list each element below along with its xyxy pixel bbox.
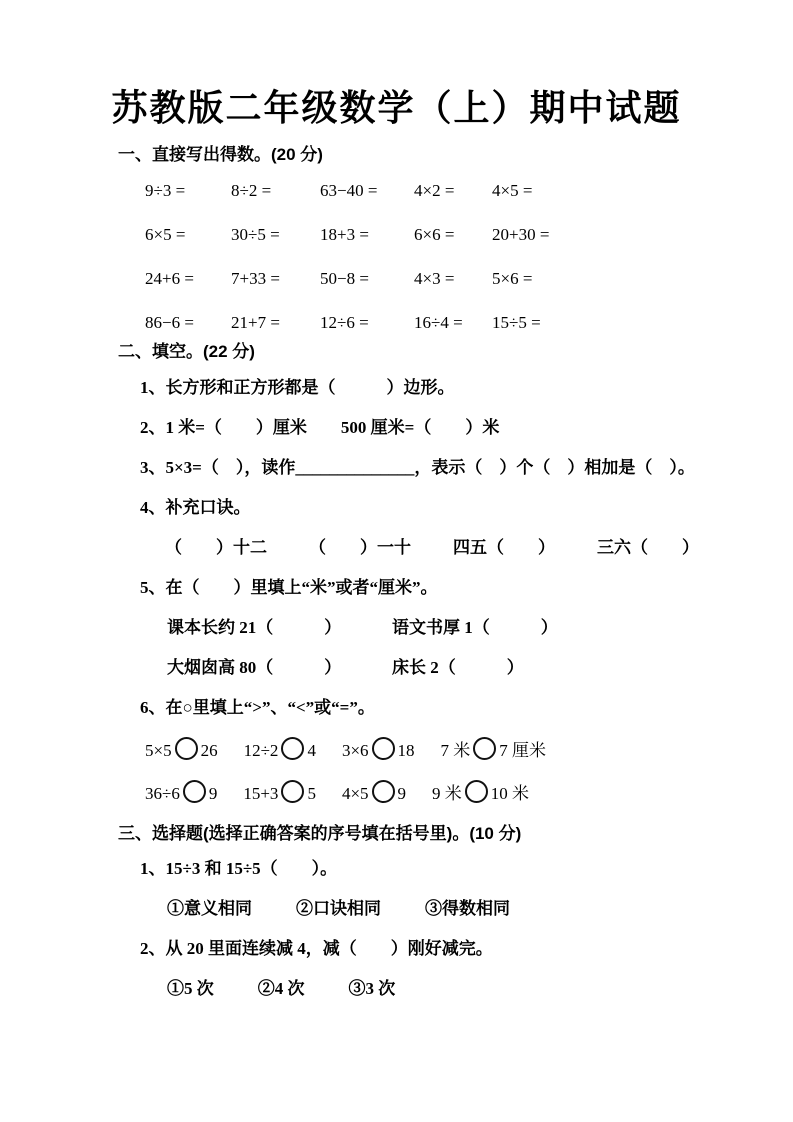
math-problem: 8÷2 = bbox=[231, 181, 272, 200]
comparison-circle bbox=[281, 780, 304, 803]
comparison-left: 36÷6 bbox=[145, 784, 180, 803]
comparison-left: 3×6 bbox=[341, 741, 369, 760]
rhyme-blank: 三六（ ） bbox=[597, 538, 699, 557]
fill-blank-item-6: 6、在○里填上“>”、“<”或“=”。 bbox=[140, 698, 375, 717]
fill-blank-item-4: 4、补充口诀。 bbox=[140, 498, 251, 517]
choice-option: ②4 次 bbox=[257, 979, 305, 998]
comparison-left: 5×5 bbox=[145, 741, 172, 760]
comparison-circle bbox=[175, 737, 198, 760]
math-problem: 86−6 = bbox=[145, 313, 194, 332]
section-2-heading: 二、填空。(22 分) bbox=[118, 342, 255, 361]
math-problem: 63−40 = bbox=[320, 181, 378, 200]
unit-fill-item: 大烟囱高 80（ ） bbox=[167, 658, 342, 677]
comparison-circle bbox=[372, 780, 395, 803]
choice-option: ③得数相同 bbox=[425, 899, 510, 918]
comparison-row-2 bbox=[145, 780, 793, 807]
unit-fill-row-2 bbox=[167, 657, 793, 678]
math-problem: 5×6 = bbox=[492, 269, 533, 288]
comparison-item bbox=[432, 780, 529, 807]
math-problems-row-4 bbox=[145, 312, 793, 333]
comparison-left: 15+3 bbox=[243, 784, 279, 803]
fill-blank-item-2: 2、1 米=（ ）厘米 500 厘米=（ ）米 bbox=[140, 418, 500, 437]
math-problem: 15÷5 = bbox=[492, 313, 541, 332]
comparison-circle bbox=[473, 737, 496, 760]
choice-question-2: 2、从 20 里面连续减 4，减（ ）刚好减完。 bbox=[140, 939, 493, 958]
math-problem: 4×2 = bbox=[414, 181, 455, 200]
math-problem: 30÷5 = bbox=[231, 225, 280, 244]
math-problem: 21+7 = bbox=[231, 313, 280, 332]
rhyme-blank: 四五（ ） bbox=[453, 538, 555, 557]
choice-options-1 bbox=[167, 898, 793, 919]
choice-option: ①意义相同 bbox=[167, 899, 252, 918]
comparison-right: 5 bbox=[307, 784, 316, 803]
unit-fill-item: 课本长约 21（ ） bbox=[167, 618, 342, 637]
comparison-right: 9 bbox=[208, 784, 218, 803]
math-problem: 24+6 = bbox=[145, 269, 194, 288]
comparison-right: 7 厘米 bbox=[499, 741, 547, 760]
math-problems-row-2 bbox=[145, 224, 793, 245]
comparison-left: 12÷2 bbox=[243, 741, 279, 760]
comparison-item bbox=[244, 737, 316, 764]
page-title: 苏教版二年级数学（上）期中试题 bbox=[111, 87, 682, 128]
multiplication-rhyme-blanks bbox=[165, 537, 793, 558]
comparison-right: 4 bbox=[307, 741, 316, 760]
math-problem: 7+33 = bbox=[231, 269, 280, 288]
math-problem: 16÷4 = bbox=[414, 313, 463, 332]
choice-option: ②口诀相同 bbox=[296, 899, 381, 918]
fill-blank-item-3: 3、5×3=（ ），读作______________，表示（ ）个（ ）相加是（ ）。 bbox=[140, 458, 695, 477]
rhyme-blank: （ ）一十 bbox=[309, 538, 411, 557]
comparison-circle bbox=[465, 780, 488, 803]
unit-fill-item: 语文书厚 1（ ） bbox=[392, 618, 558, 637]
comparison-right: 26 bbox=[200, 741, 218, 760]
comparison-left: 7 米 bbox=[440, 741, 471, 760]
fill-blank-item-1: 1、长方形和正方形都是（ ）边形。 bbox=[140, 378, 455, 397]
math-problem: 4×5 = bbox=[492, 181, 533, 200]
math-problem: 18+3 = bbox=[320, 225, 369, 244]
comparison-left: 9 米 bbox=[432, 784, 462, 803]
comparison-row-1 bbox=[145, 737, 793, 764]
comparison-item bbox=[441, 737, 547, 764]
math-problem: 4×3 = bbox=[414, 269, 455, 288]
math-problem: 6×5 = bbox=[145, 225, 186, 244]
comparison-item bbox=[145, 737, 218, 764]
math-problem: 9÷3 = bbox=[145, 181, 186, 200]
unit-fill-row-1 bbox=[167, 617, 793, 638]
comparison-right: 9 bbox=[397, 784, 407, 803]
comparison-item bbox=[145, 780, 217, 807]
math-problem: 50−8 = bbox=[320, 269, 369, 288]
math-problem: 6×6 = bbox=[414, 225, 455, 244]
comparison-circle bbox=[281, 737, 304, 760]
section-3-heading: 三、选择题(选择正确答案的序号填在括号里)。(10 分) bbox=[118, 824, 522, 843]
choice-question-1: 1、15÷3 和 15÷5（ ）。 bbox=[140, 859, 338, 878]
comparison-circle bbox=[183, 780, 206, 803]
comparison-right: 10 米 bbox=[490, 784, 530, 803]
rhyme-blank: （ ）十二 bbox=[165, 538, 267, 557]
math-problem: 20+30 = bbox=[492, 225, 550, 244]
section-1-heading: 一、直接写出得数。(20 分) bbox=[118, 145, 323, 164]
choice-option: ①5 次 bbox=[167, 979, 214, 998]
unit-fill-item: 床长 2（ ） bbox=[392, 658, 524, 677]
comparison-right: 18 bbox=[397, 741, 415, 760]
comparison-left: 4×5 bbox=[341, 784, 369, 803]
comparison-item bbox=[243, 780, 316, 807]
comparison-circle bbox=[372, 737, 395, 760]
comparison-item bbox=[342, 737, 415, 764]
math-problems-row-1 bbox=[145, 180, 793, 201]
comparison-item bbox=[342, 780, 406, 807]
math-problem: 12÷6 = bbox=[320, 313, 369, 332]
choice-options-2 bbox=[167, 978, 793, 999]
fill-blank-item-5: 5、在（ ）里填上“米”或者“厘米”。 bbox=[140, 578, 438, 597]
math-problems-row-3 bbox=[145, 268, 793, 289]
choice-option: ③3 次 bbox=[348, 979, 396, 998]
